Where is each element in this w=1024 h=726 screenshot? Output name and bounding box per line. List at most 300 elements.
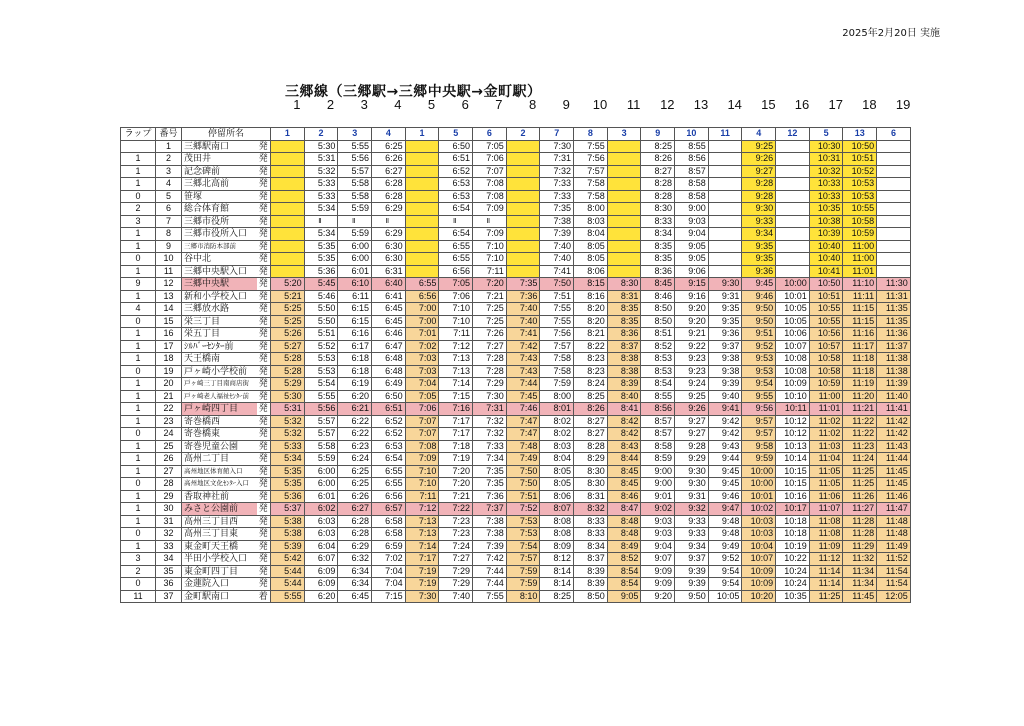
- lap-cell: 0: [121, 315, 156, 328]
- time-cell: 7:51: [506, 490, 540, 503]
- time-cell: 7:15: [439, 390, 473, 403]
- time-cell: 6:28: [338, 515, 372, 528]
- time-cell: 11:45: [843, 590, 877, 603]
- time-cell: 5:35: [304, 240, 338, 253]
- time-cell: 9:03: [641, 528, 675, 541]
- time-cell: 10:03: [742, 528, 776, 541]
- time-cell: 8:51: [641, 328, 675, 341]
- time-cell: 11:38: [877, 365, 911, 378]
- time-cell: 8:33: [641, 215, 675, 228]
- time-cell: 7:07: [405, 428, 439, 441]
- stop-name-cell: 三郷中央駅: [182, 278, 257, 291]
- time-cell: 5:32: [271, 415, 305, 428]
- time-cell: 6:50: [439, 140, 473, 153]
- time-cell: 9:16: [675, 290, 709, 303]
- time-cell: 9:34: [742, 228, 776, 241]
- time-cell: 9:53: [742, 365, 776, 378]
- time-cell: 11:36: [877, 328, 911, 341]
- trip-number: 17: [828, 97, 843, 112]
- time-cell: Ⅱ: [473, 215, 507, 228]
- time-cell: 8:05: [540, 478, 574, 491]
- time-cell: [271, 203, 305, 216]
- time-cell: 7:48: [506, 440, 540, 453]
- time-cell: 6:52: [372, 428, 406, 441]
- table-row: [121, 565, 911, 578]
- time-cell: 5:35: [304, 253, 338, 266]
- table-row: [121, 503, 911, 516]
- time-cell: 10:06: [776, 328, 810, 341]
- time-cell: 11:27: [843, 503, 877, 516]
- time-cell: 5:54: [304, 378, 338, 391]
- lap-cell: 0: [121, 578, 156, 591]
- time-cell: 9:31: [675, 490, 709, 503]
- direction-cell: 発: [257, 315, 271, 328]
- lap-cell: 1: [121, 440, 156, 453]
- stop-number-cell: 7: [156, 215, 182, 228]
- direction-cell: 発: [257, 278, 271, 291]
- time-cell: 9:00: [641, 465, 675, 478]
- table-row: [121, 390, 911, 403]
- time-cell: 7:35: [506, 278, 540, 291]
- time-cell: 6:55: [372, 478, 406, 491]
- stop-name-cell: 三郷中央駅入口: [182, 265, 257, 278]
- time-cell: [607, 140, 641, 153]
- time-cell: [708, 165, 742, 178]
- time-cell: 10:55: [809, 303, 843, 316]
- time-cell: 9:58: [742, 440, 776, 453]
- time-cell: 8:09: [540, 540, 574, 553]
- time-cell: 7:21: [473, 290, 507, 303]
- time-cell: 7:27: [473, 340, 507, 353]
- time-cell: 11:35: [877, 303, 911, 316]
- time-cell: 7:19: [405, 578, 439, 591]
- time-cell: 5:59: [304, 453, 338, 466]
- time-cell: [776, 240, 810, 253]
- time-cell: 9:48: [708, 528, 742, 541]
- time-cell: 7:10: [405, 478, 439, 491]
- time-cell: 11:46: [877, 490, 911, 503]
- direction-cell: 発: [257, 240, 271, 253]
- stop-name-cell: 栄五丁目: [182, 328, 257, 341]
- time-cell: 7:17: [439, 428, 473, 441]
- time-cell: 9:02: [641, 503, 675, 516]
- time-cell: 10:12: [776, 415, 810, 428]
- stop-name-cell: 高州三丁目東: [182, 528, 257, 541]
- lap-cell: 1: [121, 340, 156, 353]
- time-cell: 7:42: [506, 340, 540, 353]
- time-cell: 10:05: [708, 590, 742, 603]
- lap-cell: 1: [121, 265, 156, 278]
- time-cell: 9:33: [675, 515, 709, 528]
- time-cell: [607, 190, 641, 203]
- time-cell: 11:52: [877, 553, 911, 566]
- time-cell: 11:40: [877, 390, 911, 403]
- stop-name-cell: 高州二丁目: [182, 453, 257, 466]
- time-cell: 7:31: [473, 403, 507, 416]
- time-cell: 8:44: [607, 453, 641, 466]
- stop-number-cell: 37: [156, 590, 182, 603]
- time-cell: 6:48: [372, 365, 406, 378]
- time-cell: 7:08: [473, 190, 507, 203]
- time-cell: 8:00: [574, 203, 608, 216]
- time-cell: 5:20: [271, 278, 305, 291]
- time-cell: 9:42: [708, 415, 742, 428]
- time-cell: 9:20: [675, 315, 709, 328]
- time-cell: [877, 253, 911, 266]
- stop-number-cell: 15: [156, 315, 182, 328]
- stop-number-cell: 29: [156, 490, 182, 503]
- time-cell: 11:11: [843, 290, 877, 303]
- time-cell: 11:47: [877, 503, 911, 516]
- stop-number-cell: 35: [156, 565, 182, 578]
- time-cell: 11:23: [843, 440, 877, 453]
- time-cell: 7:39: [540, 228, 574, 241]
- time-cell: 7:29: [439, 565, 473, 578]
- trip-number: 4: [394, 97, 402, 112]
- time-cell: 11:02: [809, 428, 843, 441]
- time-cell: 9:27: [675, 428, 709, 441]
- time-cell: 9:35: [708, 303, 742, 316]
- time-cell: 7:22: [439, 503, 473, 516]
- direction-cell: 発: [257, 515, 271, 528]
- direction-cell: 発: [257, 253, 271, 266]
- time-cell: 10:53: [843, 178, 877, 191]
- table-row: [121, 365, 911, 378]
- trip-code-header: 10: [675, 128, 709, 141]
- time-cell: 8:30: [574, 465, 608, 478]
- time-cell: 5:28: [271, 353, 305, 366]
- time-cell: 10:24: [776, 565, 810, 578]
- table-row: [121, 403, 911, 416]
- time-cell: 6:27: [372, 165, 406, 178]
- time-cell: 10:15: [776, 478, 810, 491]
- time-cell: [271, 190, 305, 203]
- time-cell: 8:58: [675, 178, 709, 191]
- trip-number: 13: [693, 97, 709, 112]
- time-cell: 5:52: [304, 340, 338, 353]
- time-cell: 5:57: [304, 415, 338, 428]
- time-cell: 11:29: [843, 540, 877, 553]
- direction-cell: 発: [257, 490, 271, 503]
- time-cell: 6:28: [372, 178, 406, 191]
- lap-cell: 1: [121, 328, 156, 341]
- direction-cell: 発: [257, 440, 271, 453]
- time-cell: 8:28: [574, 440, 608, 453]
- direction-cell: 発: [257, 140, 271, 153]
- direction-cell: 発: [257, 478, 271, 491]
- table-row: [121, 165, 911, 178]
- time-cell: 7:53: [506, 515, 540, 528]
- time-cell: [271, 165, 305, 178]
- time-cell: 7:10: [405, 465, 439, 478]
- time-cell: 6:58: [372, 528, 406, 541]
- direction-cell: 発: [257, 465, 271, 478]
- time-cell: 9:27: [675, 415, 709, 428]
- time-cell: 8:35: [607, 315, 641, 328]
- time-cell: 8:08: [540, 528, 574, 541]
- time-cell: 11:54: [877, 565, 911, 578]
- time-cell: 5:32: [271, 428, 305, 441]
- time-cell: 6:55: [439, 240, 473, 253]
- time-cell: 6:53: [439, 178, 473, 191]
- time-cell: 5:42: [271, 553, 305, 566]
- time-cell: 7:44: [506, 378, 540, 391]
- time-cell: 7:11: [473, 265, 507, 278]
- time-cell: [271, 153, 305, 166]
- stop-name-cell: 半田小学校入口: [182, 553, 257, 566]
- time-cell: 9:49: [708, 540, 742, 553]
- time-cell: 8:27: [574, 428, 608, 441]
- time-cell: 8:42: [607, 415, 641, 428]
- time-cell: 7:44: [473, 565, 507, 578]
- trip-number: 11: [626, 97, 641, 112]
- stop-name-cell: 戸ヶ崎三丁目南商店街: [182, 378, 257, 391]
- time-cell: 8:42: [607, 428, 641, 441]
- trip-number: 1: [293, 97, 301, 112]
- time-cell: 11:44: [877, 453, 911, 466]
- time-cell: 7:08: [473, 178, 507, 191]
- time-cell: 9:30: [742, 203, 776, 216]
- time-cell: [708, 203, 742, 216]
- time-cell: 7:53: [506, 528, 540, 541]
- trip-number: 6: [461, 97, 469, 112]
- time-cell: 11:45: [877, 465, 911, 478]
- time-cell: 7:57: [506, 553, 540, 566]
- time-cell: 9:06: [675, 265, 709, 278]
- lap-cell: 11: [121, 590, 156, 603]
- time-cell: 10:53: [843, 190, 877, 203]
- time-cell: 7:17: [439, 415, 473, 428]
- time-cell: 6:15: [338, 315, 372, 328]
- time-cell: 10:35: [776, 590, 810, 603]
- time-cell: 7:23: [439, 528, 473, 541]
- time-cell: 6:45: [372, 303, 406, 316]
- time-cell: 9:38: [708, 365, 742, 378]
- time-cell: 10:40: [809, 240, 843, 253]
- trip-code-header: 8: [574, 128, 608, 141]
- trip-number: 3: [360, 97, 368, 112]
- time-cell: 10:15: [776, 465, 810, 478]
- time-cell: 5:51: [304, 328, 338, 341]
- time-cell: 7:47: [506, 415, 540, 428]
- time-cell: 7:50: [506, 465, 540, 478]
- time-cell: 7:46: [506, 403, 540, 416]
- time-cell: 5:56: [338, 153, 372, 166]
- time-cell: 8:26: [574, 403, 608, 416]
- time-cell: 6:52: [439, 165, 473, 178]
- stop-number-cell: 30: [156, 503, 182, 516]
- lap-cell: 1: [121, 178, 156, 191]
- time-cell: 5:30: [271, 390, 305, 403]
- time-cell: 5:58: [338, 190, 372, 203]
- direction-cell: 発: [257, 290, 271, 303]
- time-cell: 8:54: [607, 565, 641, 578]
- stop-number-cell: 6: [156, 203, 182, 216]
- stop-name-cell: 三郷放水路: [182, 303, 257, 316]
- time-cell: [776, 265, 810, 278]
- time-cell: 7:08: [405, 440, 439, 453]
- time-cell: 7:06: [405, 403, 439, 416]
- time-cell: Ⅱ: [338, 215, 372, 228]
- time-cell: 6:17: [338, 340, 372, 353]
- time-cell: [708, 265, 742, 278]
- time-cell: 8:36: [607, 328, 641, 341]
- stop-number-cell: 17: [156, 340, 182, 353]
- lap-cell: 2: [121, 203, 156, 216]
- time-cell: 10:22: [776, 553, 810, 566]
- time-cell: 6:21: [338, 403, 372, 416]
- time-cell: 7:10: [439, 303, 473, 316]
- stop-name-cell: 金蓮院入口: [182, 578, 257, 591]
- stop-name-cell: 栄三丁目: [182, 315, 257, 328]
- time-cell: 11:42: [877, 428, 911, 441]
- time-cell: 8:25: [574, 390, 608, 403]
- time-cell: 9:39: [675, 578, 709, 591]
- time-cell: 9:23: [675, 365, 709, 378]
- time-cell: 6:47: [372, 340, 406, 353]
- time-cell: 8:04: [540, 453, 574, 466]
- time-cell: 9:09: [641, 565, 675, 578]
- stop-number-cell: 3: [156, 165, 182, 178]
- time-cell: 5:29: [271, 378, 305, 391]
- time-cell: 8:58: [641, 440, 675, 453]
- time-cell: 8:25: [540, 590, 574, 603]
- time-cell: 7:55: [540, 315, 574, 328]
- time-cell: 7:05: [473, 140, 507, 153]
- time-cell: 10:14: [776, 453, 810, 466]
- time-cell: 6:10: [338, 278, 372, 291]
- table-row: [121, 515, 911, 528]
- time-cell: [776, 190, 810, 203]
- time-cell: 7:11: [405, 490, 439, 503]
- stop-number-cell: 21: [156, 390, 182, 403]
- time-cell: [506, 190, 540, 203]
- time-cell: [776, 165, 810, 178]
- time-cell: 7:40: [506, 303, 540, 316]
- time-cell: 9:50: [742, 303, 776, 316]
- time-cell: 5:34: [304, 228, 338, 241]
- time-cell: 10:52: [843, 165, 877, 178]
- time-cell: 6:19: [338, 378, 372, 391]
- time-cell: 9:25: [742, 140, 776, 153]
- trip-number: 12: [660, 97, 675, 112]
- time-cell: 5:28: [271, 365, 305, 378]
- direction-cell: 発: [257, 453, 271, 466]
- time-cell: 10:18: [776, 515, 810, 528]
- time-cell: 9:28: [742, 178, 776, 191]
- time-cell: 8:14: [540, 565, 574, 578]
- time-cell: 6:53: [439, 190, 473, 203]
- trip-number: 14: [727, 97, 742, 112]
- table-row: [121, 190, 911, 203]
- time-cell: 10:33: [809, 178, 843, 191]
- time-cell: [776, 178, 810, 191]
- time-cell: 9:26: [675, 403, 709, 416]
- time-cell: 6:26: [372, 153, 406, 166]
- direction-cell: 発: [257, 503, 271, 516]
- time-cell: 6:18: [338, 365, 372, 378]
- time-cell: 8:41: [607, 403, 641, 416]
- time-cell: 7:56: [574, 153, 608, 166]
- time-cell: 9:31: [708, 290, 742, 303]
- time-cell: 8:45: [607, 465, 641, 478]
- time-cell: 6:52: [372, 415, 406, 428]
- stop-name-cell: みさと公園前: [182, 503, 257, 516]
- time-cell: 8:25: [641, 140, 675, 153]
- time-cell: 6:02: [304, 503, 338, 516]
- stop-number-cell: 22: [156, 403, 182, 416]
- stop-number-cell: 34: [156, 553, 182, 566]
- time-cell: [607, 253, 641, 266]
- stop-number-cell: 24: [156, 428, 182, 441]
- time-cell: 7:47: [506, 428, 540, 441]
- time-cell: [271, 253, 305, 266]
- time-cell: 8:49: [607, 540, 641, 553]
- time-cell: 7:33: [540, 190, 574, 203]
- time-cell: 11:01: [809, 403, 843, 416]
- time-cell: 9:57: [742, 428, 776, 441]
- time-cell: 7:57: [540, 340, 574, 353]
- direction-cell: 発: [257, 190, 271, 203]
- trip-code-header: 1: [405, 128, 439, 141]
- stop-number-cell: 20: [156, 378, 182, 391]
- time-cell: 10:13: [776, 440, 810, 453]
- stop-name-cell: 谷中北: [182, 253, 257, 266]
- time-cell: 9:03: [675, 215, 709, 228]
- time-cell: 6:50: [372, 390, 406, 403]
- time-cell: 10:02: [742, 503, 776, 516]
- time-cell: 7:49: [506, 453, 540, 466]
- time-cell: 9:40: [708, 390, 742, 403]
- table-header-row: [121, 128, 911, 141]
- time-cell: 6:59: [372, 540, 406, 553]
- time-cell: 5:58: [338, 178, 372, 191]
- table-row: [121, 140, 911, 153]
- stop-name-cell: 総合体育館: [182, 203, 257, 216]
- time-cell: 8:22: [574, 340, 608, 353]
- time-cell: 6:30: [372, 253, 406, 266]
- direction-cell: 発: [257, 303, 271, 316]
- time-cell: 9:54: [708, 578, 742, 591]
- time-cell: 8:37: [607, 340, 641, 353]
- time-cell: 8:02: [540, 428, 574, 441]
- time-cell: [708, 253, 742, 266]
- lap-cell: 1: [121, 415, 156, 428]
- time-cell: 10:19: [776, 540, 810, 553]
- time-cell: 11:35: [877, 315, 911, 328]
- time-cell: 6:54: [372, 453, 406, 466]
- time-cell: [405, 178, 439, 191]
- time-cell: 9:07: [641, 553, 675, 566]
- time-cell: 11:25: [809, 590, 843, 603]
- time-cell: 8:31: [574, 490, 608, 503]
- time-cell: [405, 240, 439, 253]
- time-cell: 9:05: [675, 253, 709, 266]
- time-cell: 9:25: [675, 390, 709, 403]
- time-cell: 8:35: [641, 240, 675, 253]
- time-cell: 6:18: [338, 353, 372, 366]
- time-cell: 7:03: [405, 365, 439, 378]
- time-cell: 11:43: [877, 440, 911, 453]
- time-cell: 11:06: [809, 490, 843, 503]
- time-cell: 6:34: [338, 578, 372, 591]
- direction-cell: 発: [257, 265, 271, 278]
- time-cell: 6:25: [338, 465, 372, 478]
- stop-name-header: 停留所名: [182, 128, 271, 141]
- time-cell: 8:07: [540, 503, 574, 516]
- time-cell: 10:09: [742, 578, 776, 591]
- time-cell: [271, 178, 305, 191]
